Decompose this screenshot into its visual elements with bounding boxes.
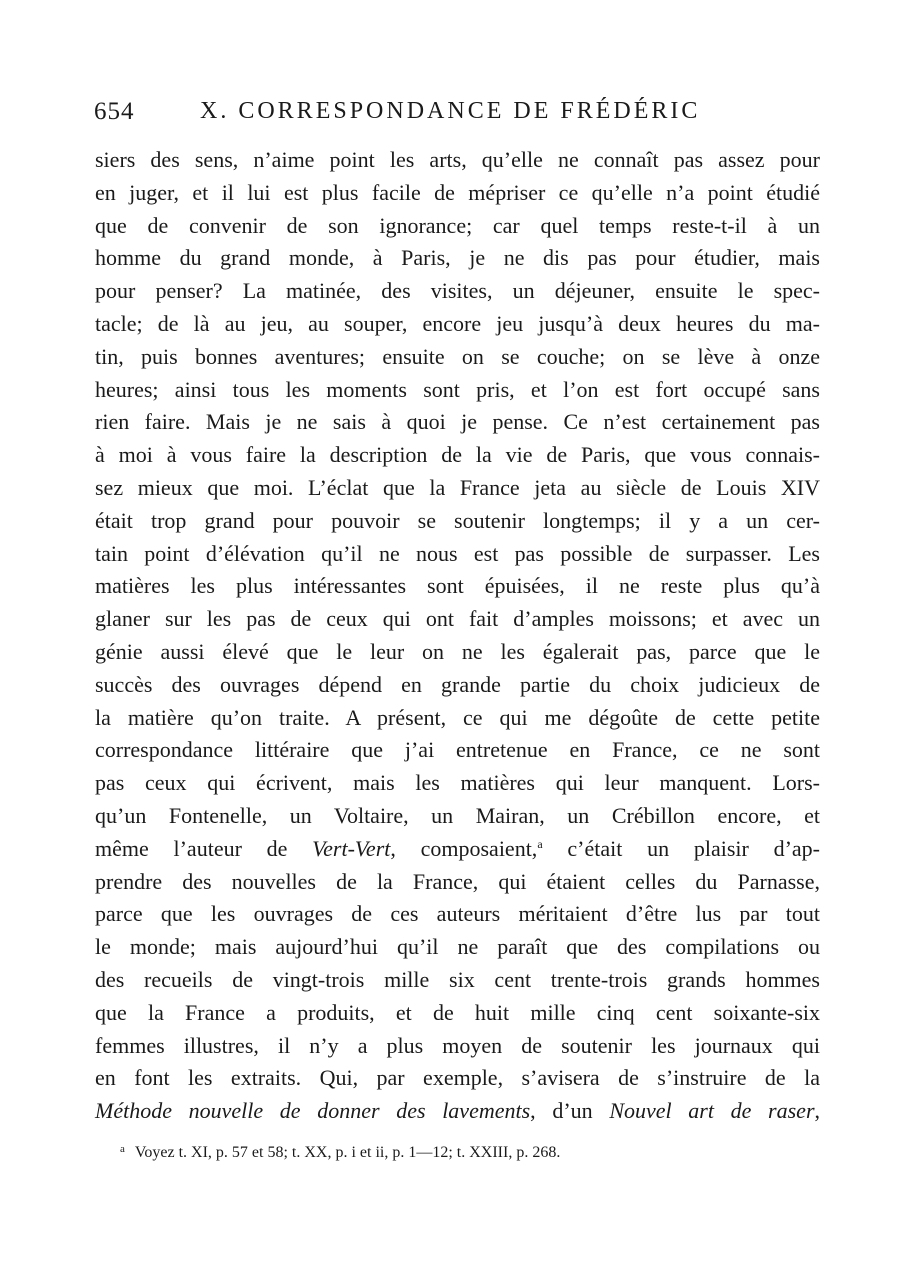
- italic-title: Nouvel art de raser: [609, 1098, 815, 1124]
- italic-title: Méthode nouvelle de donner des lavements: [95, 1098, 531, 1124]
- footnote: [120, 1143, 720, 1162]
- text-line: que de convenir de son ignorance; car quel temps reste-t-il à un: [95, 212, 820, 238]
- text-line: que la France a produits, et de huit mille cinq cent soixante-six: [95, 999, 820, 1025]
- text-line: parce que les ouvrages de ces auteurs méritaient d’être lus par tout: [95, 901, 820, 927]
- text-line: tacle; de là au jeu, au souper, encore jeu jusqu’à deux heures du ma-: [95, 310, 820, 336]
- text-segment: , composaient,: [390, 835, 538, 861]
- text-segment: même l’auteur de: [95, 835, 313, 861]
- footnote-mark: a: [120, 1143, 125, 1155]
- text-line: prendre des nouvelles de la France, qui étaient celles du Parnasse,: [95, 868, 820, 894]
- text-line: succès des ouvrages dépend en grande partie du choix judicieux de: [95, 671, 820, 697]
- page-header: [94, 98, 734, 138]
- text-line: rien faire. Mais je ne sais à quoi je pense. Ce n’est certainement pas: [95, 409, 820, 435]
- text-segment: , d’un: [530, 1098, 610, 1124]
- text-line: matières les plus intéressantes sont épuisées, il ne reste plus qu’à: [95, 573, 820, 599]
- text-line-italic-titles: [95, 1095, 820, 1128]
- text-line: glaner sur les pas de ceux qui ont fait d’amples moissons; et avec un: [95, 606, 820, 632]
- text-segment: ,: [814, 1098, 821, 1124]
- footnote-text: Voyez t. XI, p. 57 et 58; t. XX, p. i et ii, p. 1—12; t. XXIII, p. 268.: [134, 1144, 561, 1161]
- text-line: heures; ainsi tous les moments sont pris, et l’on est fort occupé sans: [95, 376, 820, 402]
- text-line: des recueils de vingt-trois mille six cent trente-trois grands hommes: [95, 966, 820, 992]
- text-line: à moi à vous faire la description de la vie de Paris, que vous connais-: [95, 442, 820, 468]
- text-line: était trop grand pour pouvoir se soutenir longtemps; il y a un cer-: [95, 507, 820, 533]
- text-line-with-note: [95, 833, 820, 866]
- page-number: 654: [94, 98, 135, 125]
- text-line: tin, puis bonnes aventures; ensuite on se couche; on se lève à onze: [95, 343, 820, 369]
- text-line: pour penser? La matinée, des visites, un déjeuner, ensuite le spec-: [95, 278, 820, 304]
- text-line: sez mieux que moi. L’éclat que la France jeta au siècle de Louis XIV: [95, 474, 820, 500]
- text-segment: c’était un plaisir d’ap-: [542, 835, 820, 861]
- footnote-reference[interactable]: a: [537, 836, 543, 851]
- body-text: [95, 144, 820, 1128]
- text-line: tain point d’élévation qu’il ne nous est pas possible de surpasser. Les: [95, 540, 820, 566]
- running-head: X. CORRESPONDANCE DE FRÉDÉRIC: [200, 98, 701, 124]
- text-line: en font les extraits. Qui, par exemple, s’avisera de s’instruire de la: [95, 1065, 820, 1091]
- text-line: qu’un Fontenelle, un Voltaire, un Mairan, un Crébillon encore, et: [95, 802, 820, 828]
- text-line: pas ceux qui écrivent, mais les matières qui leur manquent. Lors-: [95, 770, 820, 796]
- text-line: génie aussi élevé que le leur on ne les égalerait pas, parce que le: [95, 638, 820, 664]
- text-line: siers des sens, n’aime point les arts, qu’elle ne connaît pas assez pour: [95, 147, 820, 172]
- text-line: correspondance littéraire que j’ai entretenue en France, ce ne sont: [95, 737, 820, 763]
- text-line: en juger, et il lui est plus facile de mépriser ce qu’elle n’a point étudié: [95, 179, 820, 205]
- text-line: homme du grand monde, à Paris, je ne dis pas pour étudier, mais: [95, 245, 820, 271]
- text-line: le monde; mais aujourd’hui qu’il ne paraît que des compilations ou: [95, 934, 820, 960]
- text-line: la matière qu’on traite. A présent, ce qui me dégoûte de cette petite: [95, 704, 820, 730]
- italic-title: Vert-Vert: [312, 835, 391, 861]
- text-line: femmes illustres, il n’y a plus moyen de soutenir les journaux qui: [95, 1032, 820, 1058]
